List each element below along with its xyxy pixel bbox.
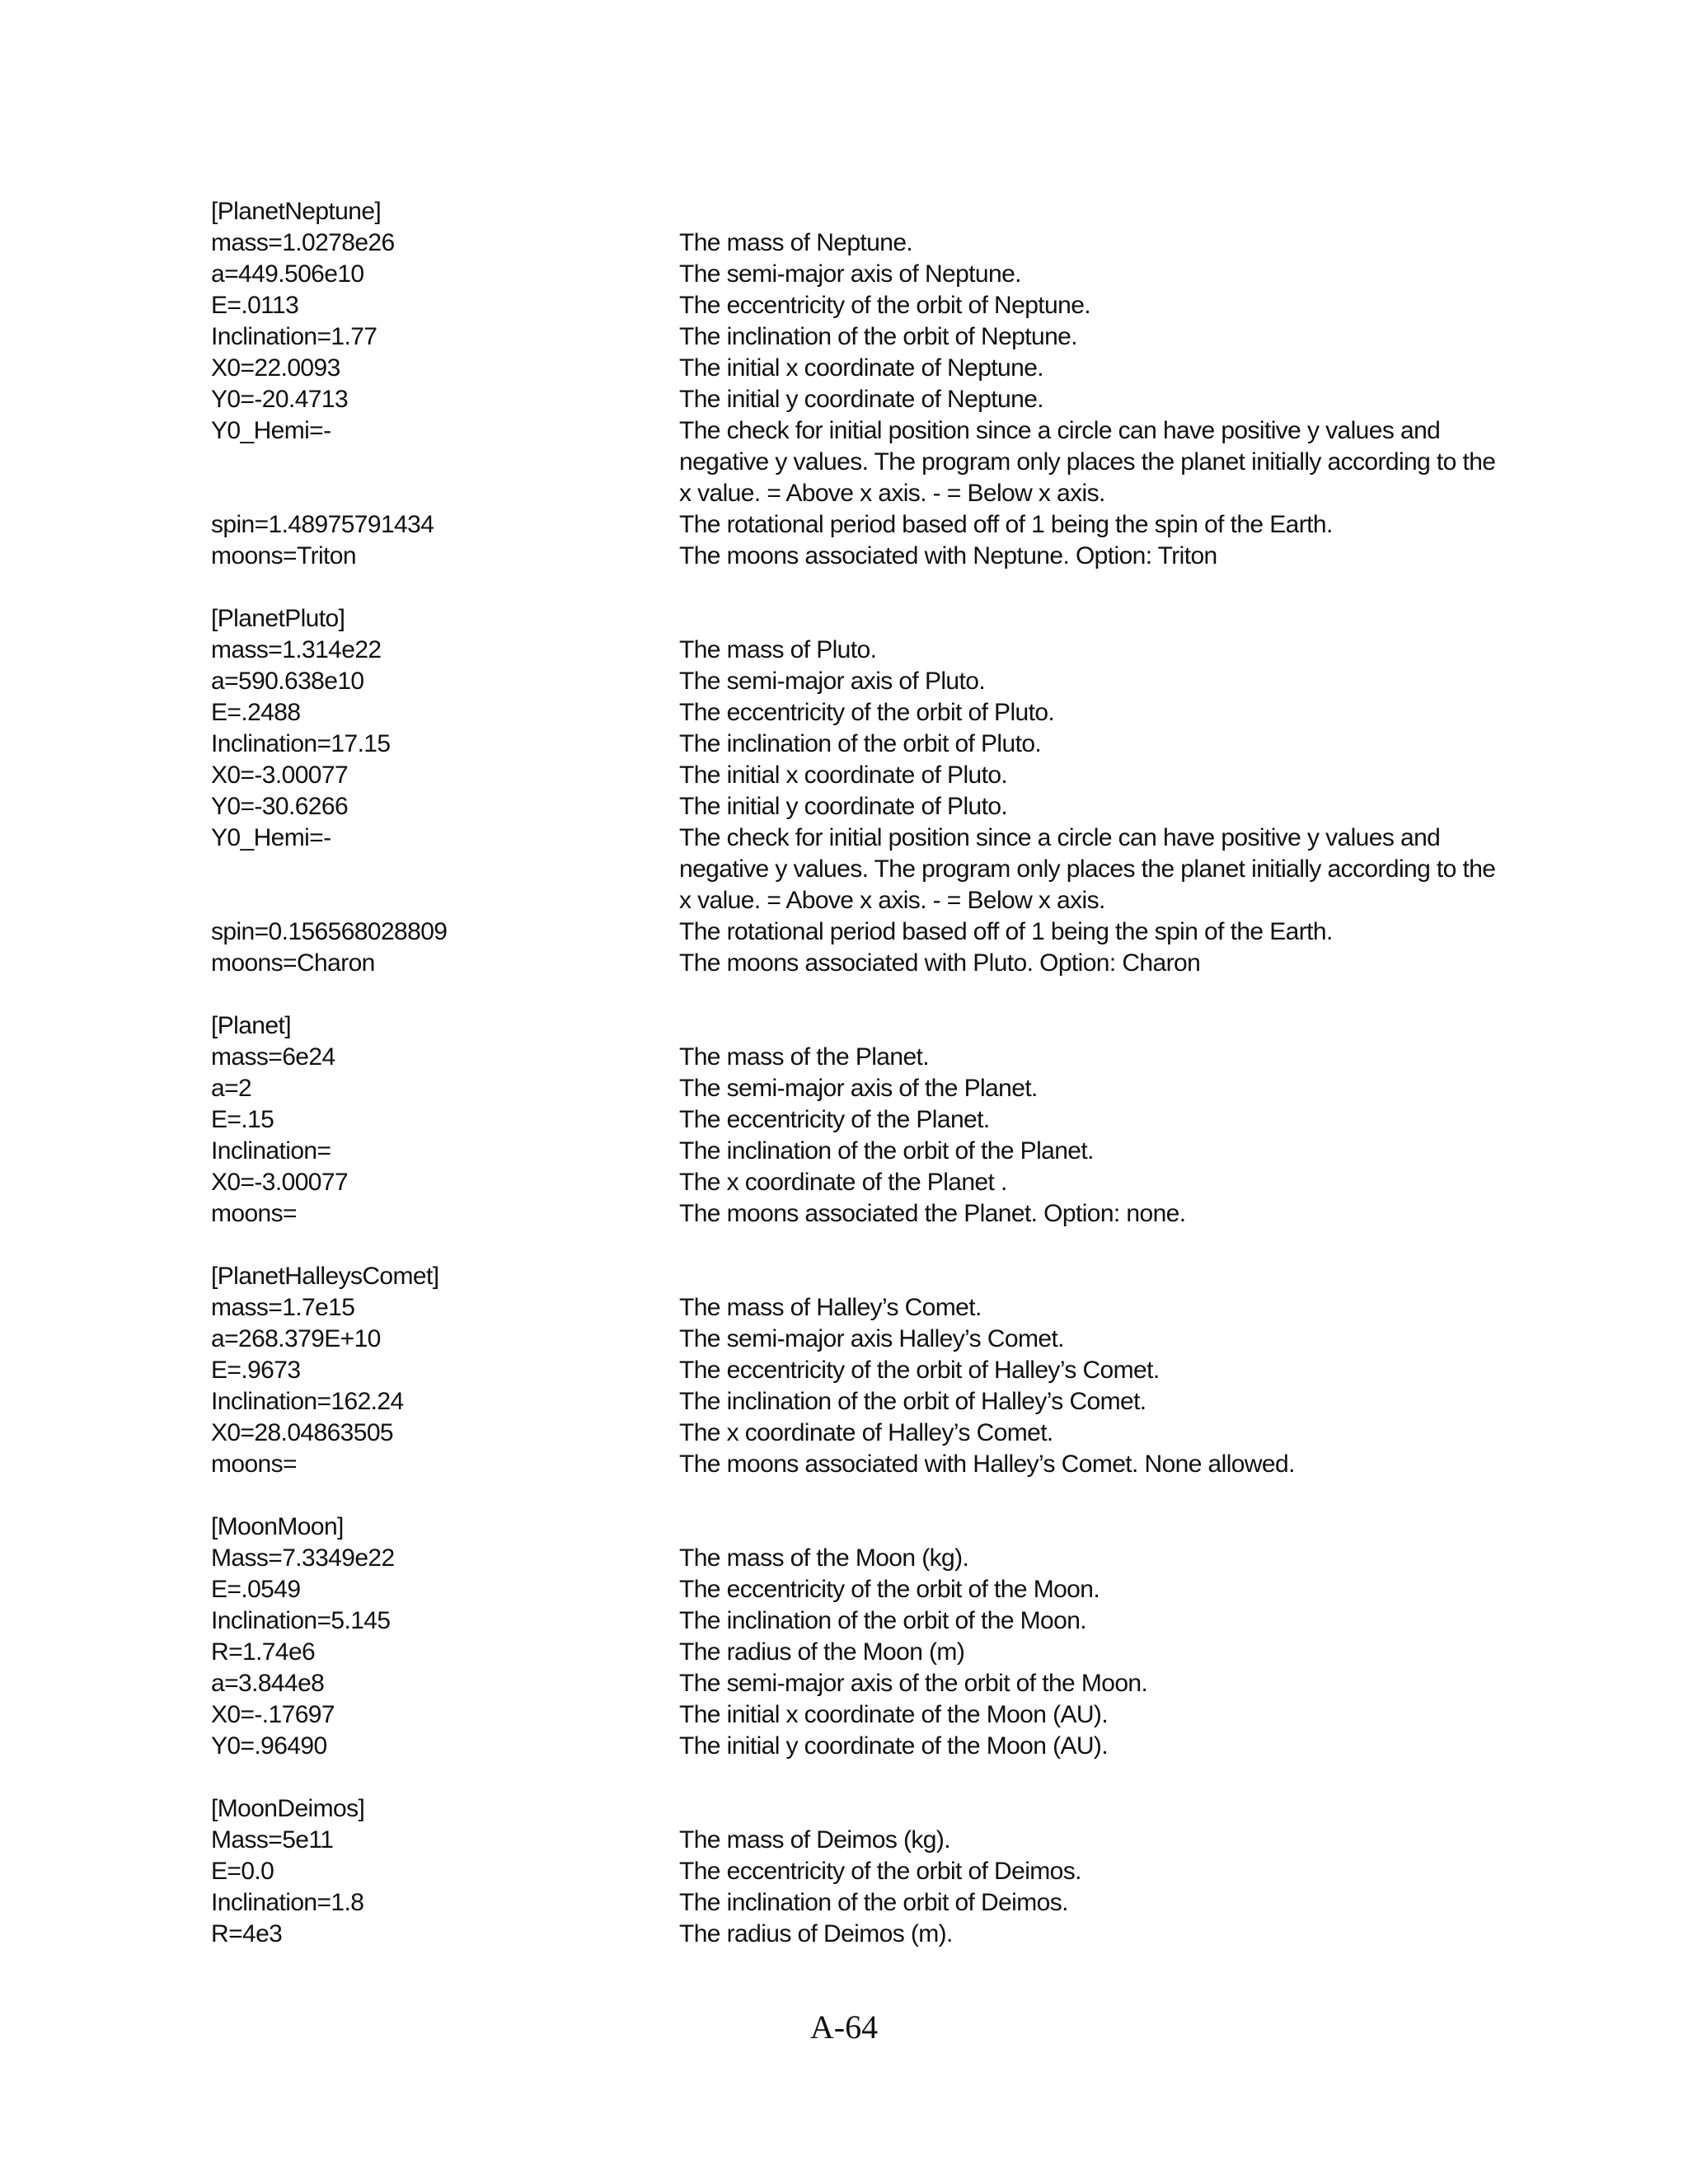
config-row <box>211 259 1497 290</box>
config-description: The mass of the Planet. <box>679 1043 930 1071</box>
config-key: Y0=-30.6266 <box>211 793 349 820</box>
config-row <box>211 1919 1497 1950</box>
config-description: The initial y coordinate of Pluto. <box>679 793 1008 820</box>
section-header: [PlanetHalleysComet] <box>211 1263 439 1290</box>
config-description: The semi-major axis of the orbit of the Moon. <box>679 1670 1148 1697</box>
config-description: The rotational period based off of 1 being the spin of the Earth. <box>679 918 1333 945</box>
config-row <box>211 1355 1497 1386</box>
config-description: The rotational period based off of 1 being the spin of the Earth. <box>679 511 1333 538</box>
config-key: Y0=-20.4713 <box>211 386 349 413</box>
config-key: a=590.638e10 <box>211 668 364 695</box>
config-row <box>211 1104 1497 1136</box>
config-key: mass=1.0278e26 <box>211 229 395 256</box>
config-row <box>211 290 1497 321</box>
config-key: Y0_Hemi=- <box>211 417 331 444</box>
config-description: The initial x coordinate of the Moon (AU). <box>679 1701 1109 1728</box>
config-key: Inclination= <box>211 1137 331 1165</box>
config-row <box>211 1887 1497 1919</box>
config-row <box>211 1543 1497 1574</box>
config-row <box>211 823 1497 916</box>
config-row <box>211 635 1497 666</box>
config-key: Inclination=17.15 <box>211 730 391 757</box>
config-key: Mass=7.3349e22 <box>211 1544 395 1572</box>
config-description: The eccentricity of the Planet. <box>679 1106 990 1133</box>
config-description: The radius of the Moon (m) <box>679 1638 965 1666</box>
config-section <box>211 1793 1497 1950</box>
config-row <box>211 1292 1497 1324</box>
config-row <box>211 415 1497 509</box>
config-row <box>211 1324 1497 1355</box>
config-key: E=.0113 <box>211 292 299 319</box>
config-key: moons=Triton <box>211 542 356 569</box>
config-row <box>211 321 1497 353</box>
config-row <box>211 1605 1497 1637</box>
config-description: The mass of Neptune. <box>679 229 913 256</box>
config-key: E=.15 <box>211 1106 274 1133</box>
config-key: mass=1.7e15 <box>211 1294 355 1321</box>
config-key: X0=28.04863505 <box>211 1419 393 1446</box>
config-description: The moons associated with Pluto. Option: Charon <box>679 949 1201 977</box>
config-row <box>211 791 1497 823</box>
config-row <box>211 666 1497 697</box>
config-row <box>211 509 1497 541</box>
config-description: The check for initial position since a circle can have positive y values and negative y values. The program only places the planet initially according to the x value. = Above x axis. - = Below x axis. <box>679 417 1496 507</box>
config-row <box>211 1731 1497 1762</box>
section-header: [MoonDeimos] <box>211 1795 365 1822</box>
config-description: The initial y coordinate of the Moon (AU). <box>679 1732 1109 1760</box>
section-header: [PlanetPluto] <box>211 605 345 632</box>
config-description: The mass of Halley’s Comet. <box>679 1294 982 1321</box>
config-row <box>211 1167 1497 1198</box>
config-row <box>211 697 1497 729</box>
config-key: E=.0549 <box>211 1576 301 1603</box>
config-key: R=4e3 <box>211 1920 283 1947</box>
config-section <box>211 1511 1497 1762</box>
config-row <box>211 1856 1497 1887</box>
config-key: X0=22.0093 <box>211 354 340 382</box>
config-key: X0=-.17697 <box>211 1701 335 1728</box>
page-number: A-64 <box>809 2008 879 2046</box>
config-key: Mass=5e11 <box>211 1826 334 1854</box>
config-description: The initial y coordinate of Neptune. <box>679 386 1044 413</box>
section-header: [MoonMoon] <box>211 1513 344 1540</box>
config-description: The inclination of the orbit of Deimos. <box>679 1889 1068 1916</box>
config-section <box>211 196 1497 572</box>
config-row <box>211 1386 1497 1418</box>
config-description: The semi-major axis of Pluto. <box>679 668 986 695</box>
config-key: E=0.0 <box>211 1858 274 1885</box>
config-description: The initial x coordinate of Neptune. <box>679 354 1044 382</box>
config-row <box>211 1668 1497 1699</box>
config-description: The inclination of the orbit of Neptune. <box>679 323 1077 350</box>
config-description: The inclination of the orbit of the Moon. <box>679 1607 1087 1634</box>
config-description: The inclination of the orbit of the Planet. <box>679 1137 1094 1165</box>
config-row <box>211 541 1497 572</box>
config-row <box>211 1825 1497 1856</box>
config-key: moons= <box>211 1200 297 1227</box>
config-description: The moons associated the Planet. Option: none. <box>679 1200 1186 1227</box>
config-key: mass=6e24 <box>211 1043 335 1071</box>
config-description: The initial x coordinate of Pluto. <box>679 762 1008 789</box>
config-row <box>211 384 1497 415</box>
config-row <box>211 1637 1497 1668</box>
config-key: moons= <box>211 1451 297 1478</box>
config-key: a=449.506e10 <box>211 260 364 288</box>
config-description: The eccentricity of the orbit of Deimos. <box>679 1858 1081 1885</box>
config-description: The inclination of the orbit of Halley’s Comet. <box>679 1388 1146 1415</box>
config-row <box>211 948 1497 979</box>
config-description: The mass of Pluto. <box>679 636 877 663</box>
config-key: moons=Charon <box>211 949 375 977</box>
config-key: X0=-3.00077 <box>211 762 349 789</box>
config-key: E=.9673 <box>211 1357 301 1384</box>
section-header: [PlanetNeptune] <box>211 198 382 225</box>
document-body <box>211 196 1497 1981</box>
config-row <box>211 1042 1497 1073</box>
config-key: E=.2488 <box>211 699 301 726</box>
config-description: The semi-major axis of Neptune. <box>679 260 1021 288</box>
config-description: The eccentricity of the orbit of Neptune. <box>679 292 1091 319</box>
config-description: The eccentricity of the orbit of Halley’s Comet. <box>679 1357 1160 1384</box>
config-row <box>211 760 1497 791</box>
config-row <box>211 1136 1497 1167</box>
config-key: a=268.379E+10 <box>211 1325 381 1352</box>
config-key: Y0=.96490 <box>211 1732 327 1760</box>
config-row <box>211 1699 1497 1731</box>
config-row <box>211 916 1497 948</box>
config-row <box>211 227 1497 259</box>
config-description: The mass of the Moon (kg). <box>679 1544 969 1572</box>
config-description: The eccentricity of the orbit of the Moon. <box>679 1576 1100 1603</box>
config-row <box>211 1418 1497 1449</box>
config-description: The mass of Deimos (kg). <box>679 1826 951 1854</box>
config-description: The x coordinate of the Planet . <box>679 1169 1007 1196</box>
config-key: X0=-3.00077 <box>211 1169 349 1196</box>
section-header: [Planet] <box>211 1012 291 1039</box>
config-description: The radius of Deimos (m). <box>679 1920 953 1947</box>
config-key: Y0_Hemi=- <box>211 824 331 851</box>
config-key: a=3.844e8 <box>211 1670 325 1697</box>
config-key: spin=0.156568028809 <box>211 918 448 945</box>
config-key: Inclination=1.77 <box>211 323 377 350</box>
config-key: R=1.74e6 <box>211 1638 316 1666</box>
config-key: Inclination=5.145 <box>211 1607 391 1634</box>
config-key: Inclination=1.8 <box>211 1889 364 1916</box>
config-key: Inclination=162.24 <box>211 1388 404 1415</box>
config-section <box>211 1010 1497 1230</box>
config-description: The moons associated with Halley’s Comet. None allowed. <box>679 1451 1295 1478</box>
config-section <box>211 1261 1497 1480</box>
config-description: The inclination of the orbit of Pluto. <box>679 730 1042 757</box>
config-description: The eccentricity of the orbit of Pluto. <box>679 699 1055 726</box>
config-row <box>211 1198 1497 1230</box>
config-row <box>211 1449 1497 1480</box>
config-row <box>211 353 1497 384</box>
config-section <box>211 603 1497 979</box>
config-description: The semi-major axis of the Planet. <box>679 1075 1038 1102</box>
config-description: The moons associated with Neptune. Option: Triton <box>679 542 1217 569</box>
config-row <box>211 1574 1497 1605</box>
config-row <box>211 729 1497 760</box>
config-description: The check for initial position since a circle can have positive y values and negative y values. The program only places the planet initially according to the x value. = Above x axis. - = Below x axis. <box>679 824 1496 914</box>
config-key: spin=1.48975791434 <box>211 511 434 538</box>
config-key: a=2 <box>211 1075 252 1102</box>
config-description: The semi-major axis Halley’s Comet. <box>679 1325 1064 1352</box>
config-key: mass=1.314e22 <box>211 636 382 663</box>
config-description: The x coordinate of Halley’s Comet. <box>679 1419 1053 1446</box>
config-row <box>211 1073 1497 1104</box>
